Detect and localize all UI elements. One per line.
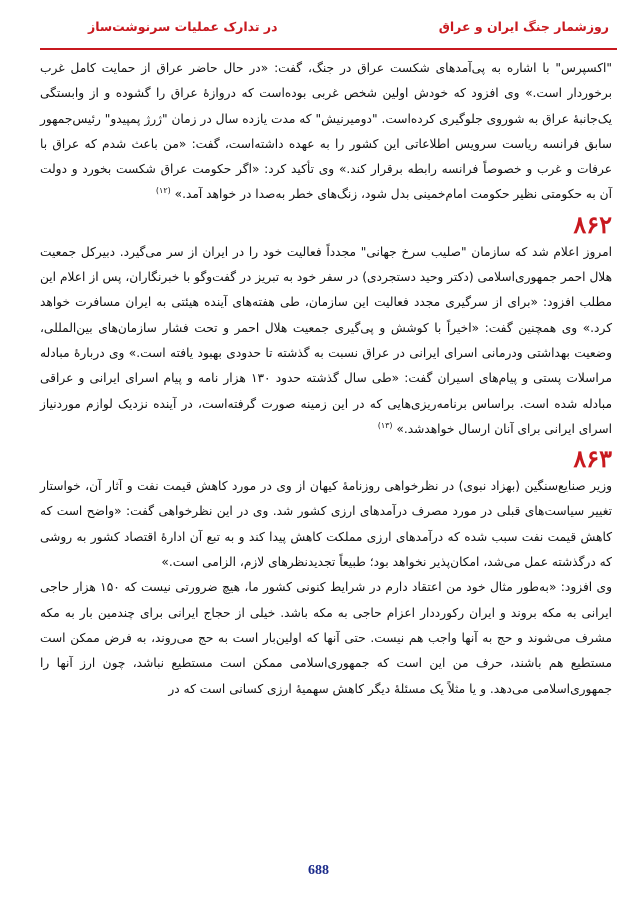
intro-paragraph (40, 56, 612, 208)
book-title: روزشمار جنگ ایران و عراق (438, 18, 609, 34)
running-header (88, 12, 609, 40)
entry-paragraph: وی افزود: «به‌طور مثال خود من اعتقاد دارم در شرایط کنونی کشور ما، هیچ ضرورتی نیست که ۱۵۰ هزار حاجی ایرانی به مکه بروند و ایران رکورددار اعزام حاجی به مکه باشد. خیلی از حجاج ایرانی برای چندمین بار به مکه مشرف می‌شوند و حج به آنها واجب هم نیست. حتی آنها که اولین‌بار است به حج می‌روند، به فرض ممکن است مستطیع هم باشند، حرف من این است که جمهوری‌اسلامی ممکن است مستطیع نباشد، چون ارز آنها را جمهوری‌اسلامی می‌دهد. و یا مثلاً یک مسئلهٔ دیگر کاهش سهمیهٔ ارزی کسانی است که در (40, 580, 612, 696)
section-title: در تدارک عملیات سرنوشت‌ساز (88, 18, 278, 34)
entry-text: امروز اعلام شد که سازمان "صلیب سرخ جهانی" مجدداً فعالیت خود را در ایران از سر می‌گیرد. دبیرکل جمعیت هلال احمر جمهوری‌اسلامی (دکتر وحید دستجردی) در سفر خود به تبریز در گفت‌وگو با خبرنگاران، پس از اعلام این مطلب افزود: «برای از سرگیری مجدد فعالیت این سازمان، طی هفته‌های آینده هیئتی به ایران مسافرت خواهد کرد.» وی همچنین گفت: «اخیراً با کوشش و پی‌گیری جمعیت هلال احمر و تحت فشار سازمان‌های بین‌المللی، وضعیت بهداشتی ودرمانی اسرای ایرانی در عراق نسبت به گذشته تا حدودی بهبود یافته است.» وی دربارهٔ مبادله مراسلات پستی و پیام‌های اسیران گفت: «طی سال گذشته حدود ۱۳۰ هزار نامه و پیام اسرای ایرانی و عراقی مبادله شده است. براساس برنامه‌ریزی‌هایی که در این زمینه صورت گرفته‌است، در آینده نزدیک لوازم موردنیاز اسرای ایرانی برای آنان ارسال خواهدشد.» (40, 244, 612, 436)
footnote-ref: (۱۳) (377, 420, 393, 430)
entry-number: ۸۶۳ (573, 444, 612, 474)
page-body (40, 56, 612, 702)
entry-paragraph (40, 240, 612, 442)
intro-text: "اکسپرس" با اشاره به پی‌آمدهای شکست عراق در جنگ، گفت: «در حال حاضر عراق از حمایت کامل غرب برخوردار است.» وی افزود که خودش اولین شخص غربی بوده‌است که دروازهٔ عراق را گشوده و از وابستگی یک‌جانبهٔ عراق به شوروی جلوگیری کرده‌است. "دومیرنیش" که مدت یازده سال در زمان "ژرژ پمپیدو" رئیس‌جمهور سابق فرانسه ریاست سرویس اطلاعاتی این کشور را به عهده داشته‌است، گفت: «من باعث شدم که عراق با عرفات و غرب و خصوصاً فرانسه رابطه برقرار کند.» وی تأکید کرد: «اگر حکومت عراق شکست بخورد و دولت آن به حکومتی نظیر حکومت امام‌خمینی بدل شود، زنگ‌های خطر به‌صدا در خواهد آمد.» (40, 61, 612, 202)
header-rule (40, 48, 617, 50)
footnote-ref: (۱۲) (155, 186, 171, 196)
entry-number: ۸۶۲ (573, 209, 612, 239)
page-number: 688 (308, 863, 329, 878)
entry-paragraph: وزیر صنایع‌سنگین (بهزاد نبوی) در نظرخواهی روزنامهٔ کیهان از وی در مورد کاهش قیمت نفت و آثار آن، خواستار تغییر سیاست‌های قبلی در مورد مصرف درآمدهای ارزی کشور شد. وی در این نظرخواهی گفت: «واضح است که کاهش قیمت نفت سبب شده که درآمدهای ارزی مملکت کاهش پیدا کند و به تبع آن ادارهٔ اقتصاد کشور به روشی که درگذشته عمل می‌شد، امکان‌پذیر نخواهد بود؛ طبیعاً تجدیدنظرهای لازم، الزامی است.» (40, 479, 612, 570)
